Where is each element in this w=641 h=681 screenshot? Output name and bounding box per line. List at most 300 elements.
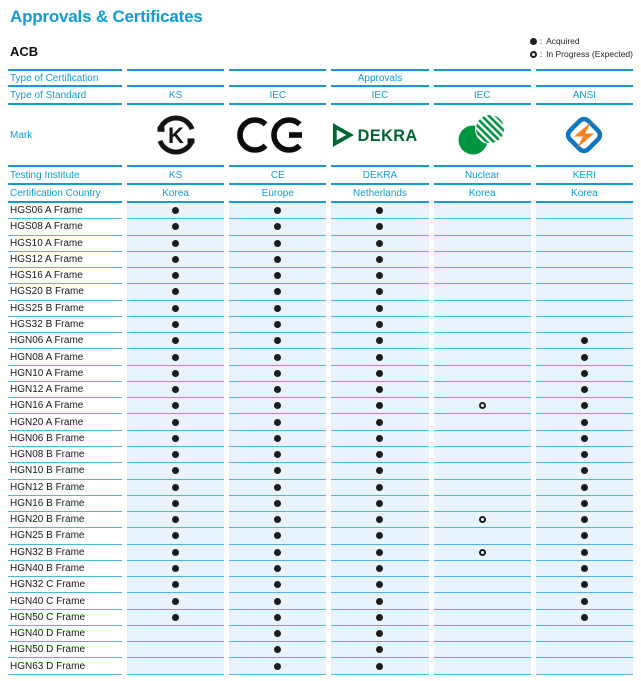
- status-cell: [127, 642, 224, 658]
- status-cell: [127, 496, 224, 512]
- acquired-dot-icon: [172, 288, 179, 295]
- acquired-dot-icon: [274, 663, 281, 670]
- acquired-dot-icon: [274, 337, 281, 344]
- status-cell: [536, 284, 633, 300]
- status-cell: [229, 577, 326, 593]
- acquired-dot-icon: [274, 207, 281, 214]
- status-cell: [434, 414, 531, 430]
- row-label: HGS12 A Frame: [8, 252, 122, 268]
- nuclear-logo: [456, 113, 508, 157]
- status-cell: [331, 431, 428, 447]
- status-cell: [536, 512, 633, 528]
- status-cell: [127, 382, 224, 398]
- row-label: HGN50 D Frame: [8, 642, 122, 658]
- status-cell: [331, 349, 428, 365]
- mark-cell-nuclear: [434, 105, 531, 167]
- acquired-dot-icon: [581, 467, 588, 474]
- acquired-dot-icon: [376, 467, 383, 474]
- standard-iec-1: IEC: [229, 87, 326, 105]
- status-cell: [434, 268, 531, 284]
- row-label: HGN20 A Frame: [8, 414, 122, 430]
- mark-cell-ks: [127, 105, 224, 167]
- status-cell: [229, 284, 326, 300]
- row-label: HGN08 A Frame: [8, 349, 122, 365]
- table-row: [8, 528, 633, 544]
- row-label: HGN50 C Frame: [8, 610, 122, 626]
- status-cell: [331, 317, 428, 333]
- acquired-dot-icon: [274, 321, 281, 328]
- acquired-dot-icon: [172, 532, 179, 539]
- status-cell: [331, 268, 428, 284]
- table-row: [8, 414, 633, 430]
- section-title: ACB: [10, 44, 39, 59]
- status-cell: [434, 658, 531, 674]
- table-row: [8, 642, 633, 658]
- acquired-dot-icon: [530, 38, 537, 45]
- status-cell: [536, 480, 633, 496]
- status-cell: [127, 203, 224, 219]
- status-cell: [434, 203, 531, 219]
- status-cell: [536, 431, 633, 447]
- status-cell: [536, 545, 633, 561]
- status-cell: [536, 642, 633, 658]
- status-cell: [331, 284, 428, 300]
- row-label: HGN10 B Frame: [8, 463, 122, 479]
- acquired-dot-icon: [274, 500, 281, 507]
- row-label: HGN40 C Frame: [8, 593, 122, 609]
- status-cell: [536, 317, 633, 333]
- acquired-dot-icon: [172, 337, 179, 344]
- status-cell: [434, 284, 531, 300]
- certification-country-label: Certification Country: [8, 185, 122, 203]
- status-cell: [127, 447, 224, 463]
- table-row: [8, 626, 633, 642]
- acquired-dot-icon: [376, 516, 383, 523]
- status-cell: [331, 545, 428, 561]
- country-korea-2: Korea: [434, 185, 531, 203]
- country-europe: Europe: [229, 185, 326, 203]
- acquired-dot-icon: [274, 581, 281, 588]
- status-cell: [536, 268, 633, 284]
- status-cell: [127, 301, 224, 317]
- acquired-dot-icon: [274, 402, 281, 409]
- status-cell: [331, 577, 428, 593]
- acquired-dot-icon: [581, 598, 588, 605]
- mark-cell-ce: [229, 105, 326, 167]
- status-cell: [331, 414, 428, 430]
- status-cell: [536, 447, 633, 463]
- status-cell: [331, 382, 428, 398]
- table-row: [8, 382, 633, 398]
- table-row: [8, 431, 633, 447]
- acquired-dot-icon: [581, 435, 588, 442]
- acquired-dot-icon: [172, 484, 179, 491]
- acquired-dot-icon: [172, 516, 179, 523]
- status-cell: [229, 349, 326, 365]
- acquired-dot-icon: [274, 549, 281, 556]
- table-row: [8, 480, 633, 496]
- acquired-dot-icon: [274, 419, 281, 426]
- acquired-dot-icon: [172, 386, 179, 393]
- status-cell: [434, 447, 531, 463]
- status-cell: [434, 301, 531, 317]
- mark-label: Mark: [8, 105, 122, 167]
- row-label: HGN16 B Frame: [8, 496, 122, 512]
- spacer-cell: [229, 69, 326, 87]
- acquired-dot-icon: [376, 532, 383, 539]
- acquired-dot-icon: [172, 435, 179, 442]
- status-cell: [331, 593, 428, 609]
- status-cell: [229, 382, 326, 398]
- acquired-dot-icon: [376, 207, 383, 214]
- legend-in-progress: [530, 48, 633, 61]
- approvals-span-label: Approvals: [331, 69, 428, 87]
- status-cell: [127, 561, 224, 577]
- acquired-dot-icon: [376, 386, 383, 393]
- table-row: [8, 545, 633, 561]
- acquired-dot-icon: [376, 451, 383, 458]
- status-cell: [229, 642, 326, 658]
- acquired-dot-icon: [376, 256, 383, 263]
- status-cell: [229, 219, 326, 235]
- legend-acquired-label: Acquired: [546, 36, 580, 46]
- status-cell: [127, 463, 224, 479]
- status-cell: [127, 593, 224, 609]
- status-cell: [434, 333, 531, 349]
- mark-row: [8, 105, 633, 167]
- standard-ks: KS: [127, 87, 224, 105]
- table-row: [8, 203, 633, 219]
- acquired-dot-icon: [581, 484, 588, 491]
- status-cell: [434, 545, 531, 561]
- acquired-dot-icon: [172, 581, 179, 588]
- row-label: HGN32 B Frame: [8, 545, 122, 561]
- status-cell: [434, 512, 531, 528]
- country-netherlands: Netherlands: [331, 185, 428, 203]
- acquired-dot-icon: [274, 630, 281, 637]
- status-cell: [229, 333, 326, 349]
- keri-logo: [561, 112, 607, 158]
- status-cell: [229, 366, 326, 382]
- acquired-dot-icon: [376, 565, 383, 572]
- status-cell: [127, 252, 224, 268]
- standard-ansi: ANSI: [536, 87, 633, 105]
- status-cell: [127, 366, 224, 382]
- acquired-dot-icon: [172, 500, 179, 507]
- table-row: [8, 236, 633, 252]
- status-cell: [331, 252, 428, 268]
- country-korea-3: Korea: [536, 185, 633, 203]
- status-cell: [229, 496, 326, 512]
- dekra-logo: [331, 120, 428, 150]
- status-cell: [536, 414, 633, 430]
- status-cell: [229, 561, 326, 577]
- table-row: [8, 447, 633, 463]
- status-cell: [536, 203, 633, 219]
- status-cell: [127, 317, 224, 333]
- row-label: HGS25 B Frame: [8, 301, 122, 317]
- acquired-dot-icon: [376, 240, 383, 247]
- row-label: HGS06 A Frame: [8, 203, 122, 219]
- status-cell: [434, 317, 531, 333]
- acquired-dot-icon: [581, 419, 588, 426]
- acquired-dot-icon: [172, 305, 179, 312]
- standard-type-row: [8, 87, 633, 105]
- status-cell: [127, 219, 224, 235]
- page-title: Approvals & Certificates: [10, 7, 203, 26]
- country-korea-1: Korea: [127, 185, 224, 203]
- status-cell: [536, 301, 633, 317]
- status-cell: [434, 398, 531, 414]
- acquired-dot-icon: [274, 256, 281, 263]
- institute-ce: CE: [229, 167, 326, 185]
- acquired-dot-icon: [274, 516, 281, 523]
- acquired-dot-icon: [274, 223, 281, 230]
- testing-institute-row: [8, 167, 633, 185]
- status-cell: [331, 496, 428, 512]
- status-cell: [331, 398, 428, 414]
- acquired-dot-icon: [172, 451, 179, 458]
- acquired-dot-icon: [274, 288, 281, 295]
- acquired-dot-icon: [172, 207, 179, 214]
- status-cell: [536, 658, 633, 674]
- status-cell: [434, 252, 531, 268]
- status-cell: [434, 219, 531, 235]
- institute-keri: KERI: [536, 167, 633, 185]
- in-progress-ring-icon: [479, 549, 486, 556]
- status-cell: [434, 561, 531, 577]
- status-cell: [229, 626, 326, 642]
- status-cell: [434, 528, 531, 544]
- acquired-dot-icon: [376, 272, 383, 279]
- table-body: [8, 203, 633, 675]
- acquired-dot-icon: [581, 451, 588, 458]
- acquired-dot-icon: [376, 402, 383, 409]
- table-row: [8, 463, 633, 479]
- standard-type-label: Type of Standard: [8, 87, 122, 105]
- table-row: [8, 610, 633, 626]
- status-cell: [536, 349, 633, 365]
- row-label: HGN12 B Frame: [8, 480, 122, 496]
- acquired-dot-icon: [376, 223, 383, 230]
- status-cell: [331, 561, 428, 577]
- acquired-dot-icon: [581, 337, 588, 344]
- row-label: HGS16 A Frame: [8, 268, 122, 284]
- standard-iec-2: IEC: [331, 87, 428, 105]
- status-cell: [536, 382, 633, 398]
- svg-text:K: K: [167, 123, 184, 148]
- status-cell: [434, 463, 531, 479]
- acquired-dot-icon: [581, 532, 588, 539]
- spacer-cell: [536, 69, 633, 87]
- acquired-dot-icon: [274, 435, 281, 442]
- row-label: HGN06 B Frame: [8, 431, 122, 447]
- status-cell: [127, 236, 224, 252]
- acquired-dot-icon: [376, 484, 383, 491]
- status-cell: [331, 463, 428, 479]
- acquired-dot-icon: [274, 614, 281, 621]
- table-row: [8, 268, 633, 284]
- status-cell: [536, 236, 633, 252]
- acquired-dot-icon: [581, 581, 588, 588]
- mark-cell-dekra: [331, 105, 428, 167]
- status-cell: [127, 577, 224, 593]
- status-cell: [331, 447, 428, 463]
- status-cell: [331, 642, 428, 658]
- status-cell: [536, 366, 633, 382]
- status-cell: [127, 284, 224, 300]
- table-row: [8, 561, 633, 577]
- svg-text:DEKRA: DEKRA: [358, 127, 419, 146]
- acquired-dot-icon: [376, 354, 383, 361]
- status-cell: [127, 333, 224, 349]
- table-row: [8, 593, 633, 609]
- acquired-dot-icon: [274, 484, 281, 491]
- status-cell: [127, 545, 224, 561]
- acquired-dot-icon: [581, 500, 588, 507]
- acquired-dot-icon: [274, 565, 281, 572]
- approvals-table: [8, 69, 633, 675]
- table-row: [8, 301, 633, 317]
- legend-separator: :: [539, 49, 543, 59]
- status-cell: [229, 398, 326, 414]
- certification-country-row: [8, 185, 633, 203]
- acquired-dot-icon: [581, 370, 588, 377]
- status-cell: [229, 610, 326, 626]
- table-row: [8, 512, 633, 528]
- status-cell: [434, 236, 531, 252]
- acquired-dot-icon: [172, 402, 179, 409]
- status-cell: [331, 301, 428, 317]
- status-cell: [229, 317, 326, 333]
- acquired-dot-icon: [274, 354, 281, 361]
- status-cell: [536, 252, 633, 268]
- status-cell: [127, 528, 224, 544]
- acquired-dot-icon: [172, 240, 179, 247]
- table-row: [8, 366, 633, 382]
- certification-type-row: [8, 69, 633, 87]
- table-row: [8, 577, 633, 593]
- acquired-dot-icon: [376, 321, 383, 328]
- status-cell: [229, 593, 326, 609]
- status-cell: [127, 431, 224, 447]
- status-cell: [229, 512, 326, 528]
- status-cell: [229, 203, 326, 219]
- status-cell: [331, 236, 428, 252]
- acquired-dot-icon: [274, 272, 281, 279]
- row-label: HGS20 B Frame: [8, 284, 122, 300]
- acquired-dot-icon: [172, 598, 179, 605]
- status-cell: [127, 349, 224, 365]
- status-cell: [536, 463, 633, 479]
- row-label: HGN63 D Frame: [8, 658, 122, 674]
- status-cell: [127, 512, 224, 528]
- status-cell: [536, 577, 633, 593]
- status-cell: [331, 203, 428, 219]
- status-cell: [229, 658, 326, 674]
- acquired-dot-icon: [274, 598, 281, 605]
- status-cell: [229, 463, 326, 479]
- status-cell: [127, 268, 224, 284]
- acquired-dot-icon: [581, 402, 588, 409]
- status-cell: [127, 414, 224, 430]
- acquired-dot-icon: [376, 581, 383, 588]
- status-cell: [229, 268, 326, 284]
- acquired-dot-icon: [172, 272, 179, 279]
- status-cell: [434, 349, 531, 365]
- status-cell: [434, 496, 531, 512]
- status-cell: [331, 219, 428, 235]
- row-label: HGN16 A Frame: [8, 398, 122, 414]
- spacer-cell: [434, 69, 531, 87]
- status-cell: [536, 626, 633, 642]
- table-row: [8, 658, 633, 674]
- status-cell: [331, 610, 428, 626]
- acquired-dot-icon: [376, 663, 383, 670]
- acquired-dot-icon: [172, 419, 179, 426]
- in-progress-ring-icon: [479, 516, 486, 523]
- acquired-dot-icon: [172, 614, 179, 621]
- in-progress-ring-icon: [530, 51, 537, 58]
- ks-mark-logo: [153, 112, 199, 158]
- status-cell: [331, 480, 428, 496]
- status-cell: [127, 658, 224, 674]
- status-cell: [434, 382, 531, 398]
- status-cell: [229, 545, 326, 561]
- acquired-dot-icon: [376, 435, 383, 442]
- spacer-cell: [127, 69, 224, 87]
- legend-acquired: [530, 35, 633, 48]
- acquired-dot-icon: [581, 614, 588, 621]
- acquired-dot-icon: [274, 646, 281, 653]
- acquired-dot-icon: [376, 500, 383, 507]
- acquired-dot-icon: [172, 370, 179, 377]
- status-cell: [434, 593, 531, 609]
- row-label: HGN12 A Frame: [8, 382, 122, 398]
- status-cell: [536, 398, 633, 414]
- status-cell: [229, 414, 326, 430]
- institute-nuclear: Nuclear: [434, 167, 531, 185]
- status-cell: [229, 252, 326, 268]
- legend-in-progress-label: In Progress (Expected): [546, 49, 633, 59]
- row-label: HGN32 C Frame: [8, 577, 122, 593]
- status-cell: [434, 431, 531, 447]
- acquired-dot-icon: [172, 467, 179, 474]
- acquired-dot-icon: [274, 305, 281, 312]
- acquired-dot-icon: [376, 614, 383, 621]
- status-cell: [229, 236, 326, 252]
- status-cell: [434, 480, 531, 496]
- acquired-dot-icon: [581, 386, 588, 393]
- legend-separator: :: [539, 36, 543, 46]
- table-row: [8, 317, 633, 333]
- acquired-dot-icon: [172, 223, 179, 230]
- acquired-dot-icon: [172, 549, 179, 556]
- legend: [530, 35, 633, 61]
- standard-iec-3: IEC: [434, 87, 531, 105]
- acquired-dot-icon: [172, 565, 179, 572]
- section-header: [10, 35, 633, 61]
- acquired-dot-icon: [581, 565, 588, 572]
- acquired-dot-icon: [172, 354, 179, 361]
- status-cell: [229, 528, 326, 544]
- row-label: HGN40 D Frame: [8, 626, 122, 642]
- row-label: HGN40 B Frame: [8, 561, 122, 577]
- acquired-dot-icon: [172, 321, 179, 328]
- row-label: HGN06 A Frame: [8, 333, 122, 349]
- status-cell: [229, 431, 326, 447]
- acquired-dot-icon: [376, 305, 383, 312]
